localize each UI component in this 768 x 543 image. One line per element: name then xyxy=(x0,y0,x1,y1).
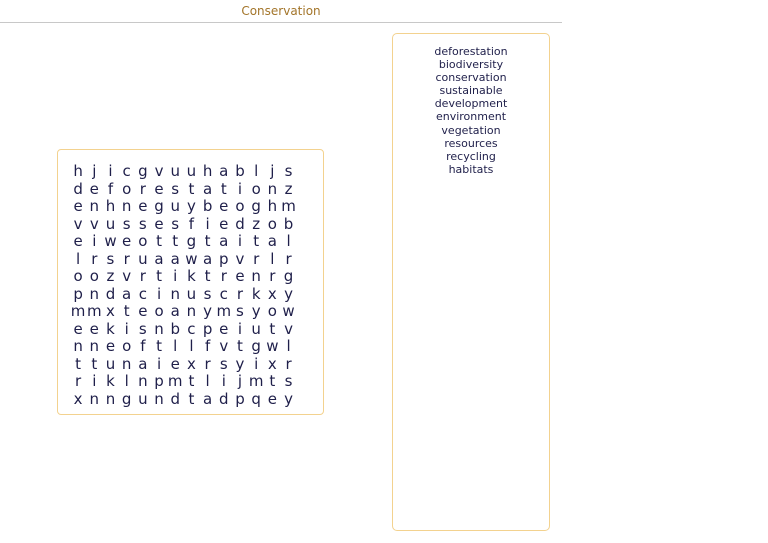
grid-letter[interactable]: u xyxy=(138,389,148,408)
word-list-item: recycling xyxy=(446,149,496,163)
grid-letter[interactable]: i xyxy=(173,267,178,285)
grid-letter[interactable]: i xyxy=(205,214,210,233)
grid-letter[interactable]: n xyxy=(186,302,197,320)
grid-letter[interactable]: u xyxy=(170,197,180,215)
grid-letter[interactable]: j xyxy=(237,372,243,390)
grid-letter[interactable]: i xyxy=(156,284,162,303)
grid-letter[interactable]: t xyxy=(204,232,211,250)
grid-letter[interactable]: d xyxy=(235,214,245,233)
grid-letter[interactable]: a xyxy=(138,354,148,373)
grid-letter[interactable]: j xyxy=(92,162,97,180)
grid-letter[interactable]: z xyxy=(252,214,261,233)
grid-letter[interactable]: o xyxy=(138,232,148,250)
grid-letter[interactable]: o xyxy=(267,214,277,233)
grid-letter[interactable]: p xyxy=(154,372,164,390)
grid-letter[interactable]: o xyxy=(89,267,99,285)
grid-letter[interactable]: m xyxy=(216,302,232,320)
grid-letter[interactable]: g xyxy=(283,267,294,285)
grid-letter[interactable]: w xyxy=(282,302,295,320)
grid-letter[interactable]: s xyxy=(219,354,228,373)
grid-letter[interactable]: p xyxy=(202,319,213,338)
grid-letter[interactable]: r xyxy=(285,354,292,373)
grid-letter[interactable]: m xyxy=(281,197,296,215)
grid-letter[interactable]: n xyxy=(138,372,148,390)
grid-letter[interactable]: s xyxy=(171,179,180,198)
grid-letter[interactable]: c xyxy=(219,284,228,303)
grid-letter[interactable]: a xyxy=(202,389,213,408)
grid-letter[interactable]: x xyxy=(267,284,277,303)
grid-letter[interactable]: x xyxy=(106,302,115,320)
grid-letter[interactable]: v xyxy=(235,249,245,268)
header-bar xyxy=(0,0,562,23)
grid-letter[interactable]: l xyxy=(189,337,194,355)
grid-letter[interactable]: n xyxy=(251,267,261,285)
grid-letter[interactable]: x xyxy=(73,389,83,408)
grid-row xyxy=(70,321,297,339)
grid-letter[interactable]: o xyxy=(267,302,277,320)
grid-letter[interactable]: e xyxy=(122,232,132,250)
letter-grid xyxy=(70,163,297,408)
grid-letter[interactable]: e xyxy=(219,197,229,215)
grid-letter[interactable]: g xyxy=(138,162,148,180)
grid-letter[interactable]: l xyxy=(254,162,259,180)
grid-letter[interactable]: n xyxy=(154,319,164,338)
grid-letter[interactable]: n xyxy=(73,337,83,355)
grid-letter[interactable]: t xyxy=(188,372,195,390)
grid-row xyxy=(70,181,297,199)
grid-letter[interactable]: b xyxy=(170,319,180,338)
grid-letter[interactable]: h xyxy=(105,197,116,215)
grid-letter[interactable]: s xyxy=(203,284,212,303)
word-list-panel xyxy=(392,33,550,531)
grid-letter[interactable]: k xyxy=(251,284,261,303)
grid-letter[interactable]: t xyxy=(188,389,195,408)
grid-letter[interactable]: v xyxy=(89,214,99,233)
grid-letter[interactable]: e xyxy=(73,319,83,338)
grid-letter[interactable]: t xyxy=(172,232,179,250)
grid-letter[interactable]: t xyxy=(156,267,162,285)
grid-letter[interactable]: r xyxy=(236,284,244,303)
grid-letter[interactable]: i xyxy=(124,319,129,338)
grid-letter[interactable]: w xyxy=(266,337,279,355)
grid-letter[interactable]: e xyxy=(105,337,116,355)
grid-letter[interactable]: y xyxy=(203,302,213,320)
grid-letter[interactable]: a xyxy=(122,284,132,303)
grid-row xyxy=(70,373,297,391)
grid-letter[interactable]: l xyxy=(76,249,81,268)
grid-letter[interactable]: i xyxy=(92,232,97,250)
grid-letter[interactable]: h xyxy=(73,162,83,180)
grid-letter[interactable]: e xyxy=(219,319,229,338)
word-list-item: resources xyxy=(444,136,498,150)
grid-letter[interactable]: b xyxy=(202,197,213,215)
grid-letter[interactable]: o xyxy=(122,179,132,198)
grid-letter[interactable]: t xyxy=(156,337,162,355)
grid-letter[interactable]: p xyxy=(73,284,83,303)
grid-letter[interactable]: a xyxy=(202,179,213,198)
grid-letter[interactable]: s xyxy=(106,249,115,268)
word-list-item: vegetation xyxy=(441,123,501,137)
grid-letter[interactable]: u xyxy=(105,214,116,233)
grid-letter[interactable]: e xyxy=(89,319,99,338)
grid-letter[interactable]: n xyxy=(170,284,180,303)
grid-letter[interactable]: a xyxy=(154,249,164,268)
grid-letter[interactable]: e xyxy=(267,389,277,408)
grid-letter[interactable]: v xyxy=(122,267,132,285)
grid-letter[interactable]: t xyxy=(188,179,195,198)
grid-letter[interactable]: y xyxy=(251,302,261,320)
grid-letter[interactable]: e xyxy=(89,179,99,198)
grid-letter[interactable]: s xyxy=(236,302,244,320)
grid-row xyxy=(70,268,297,286)
grid-row xyxy=(70,338,297,356)
grid-letter[interactable]: u xyxy=(251,319,261,338)
letter-grid-panel xyxy=(57,149,324,415)
grid-letter[interactable]: n xyxy=(89,284,100,303)
grid-letter[interactable]: u xyxy=(186,162,197,180)
grid-letter[interactable]: g xyxy=(121,389,132,408)
grid-letter[interactable]: s xyxy=(138,319,147,338)
grid-letter[interactable]: p xyxy=(235,389,245,408)
grid-letter[interactable]: r xyxy=(253,249,260,268)
grid-letter[interactable]: e xyxy=(219,214,229,233)
grid-letter[interactable]: v xyxy=(284,319,293,338)
grid-letter[interactable]: o xyxy=(154,302,164,320)
grid-letter[interactable]: n xyxy=(89,197,100,215)
word-list-item: deforestation xyxy=(434,45,508,58)
grid-letter[interactable]: y xyxy=(186,197,196,215)
grid-letter[interactable]: l xyxy=(270,249,275,268)
grid-letter[interactable]: n xyxy=(154,389,164,408)
grid-letter[interactable]: n xyxy=(121,354,132,373)
grid-letter[interactable]: c xyxy=(138,284,147,303)
grid-letter[interactable]: n xyxy=(89,389,100,408)
grid-letter[interactable]: w xyxy=(185,249,198,268)
grid-letter[interactable]: d xyxy=(170,389,180,408)
grid-letter[interactable]: n xyxy=(105,389,116,408)
grid-letter[interactable]: n xyxy=(121,197,132,215)
grid-letter[interactable]: f xyxy=(188,214,195,233)
grid-letter[interactable]: s xyxy=(171,214,180,233)
grid-letter[interactable]: d xyxy=(105,284,116,303)
grid-letter[interactable]: y xyxy=(284,389,293,408)
grid-letter[interactable]: u xyxy=(105,354,116,373)
grid-letter[interactable]: t xyxy=(269,372,276,390)
grid-letter[interactable]: c xyxy=(187,319,196,338)
grid-letter[interactable]: b xyxy=(235,162,245,180)
grid-letter[interactable]: p xyxy=(219,249,229,268)
grid-letter[interactable]: i xyxy=(237,179,243,198)
grid-letter[interactable]: v xyxy=(73,214,83,233)
grid-letter[interactable]: u xyxy=(138,249,148,268)
grid-letter[interactable]: t xyxy=(204,267,211,285)
grid-letter[interactable]: s xyxy=(138,214,147,233)
grid-letter[interactable]: d xyxy=(73,179,83,198)
word-list-item: environment xyxy=(435,110,507,124)
grid-letter[interactable]: a xyxy=(219,232,229,250)
grid-row xyxy=(70,216,297,234)
grid-letter[interactable]: t xyxy=(123,302,130,320)
grid-letter[interactable]: e xyxy=(170,354,180,373)
grid-letter[interactable]: g xyxy=(251,197,261,215)
grid-letter[interactable]: r xyxy=(220,267,227,285)
grid-letter[interactable]: a xyxy=(267,232,277,250)
grid-letter[interactable]: l xyxy=(173,337,178,355)
grid-row xyxy=(70,286,297,304)
grid-letter[interactable]: e xyxy=(154,214,164,233)
grid-letter[interactable]: h xyxy=(202,162,213,180)
grid-letter[interactable]: m xyxy=(70,302,86,320)
grid-letter[interactable]: g xyxy=(251,337,261,355)
grid-letter[interactable]: n xyxy=(89,337,100,355)
grid-letter[interactable]: e xyxy=(235,267,245,285)
grid-letter[interactable]: b xyxy=(283,214,294,233)
grid-letter[interactable]: o xyxy=(251,179,261,198)
grid-letter[interactable]: x xyxy=(186,354,196,373)
grid-letter[interactable]: s xyxy=(284,162,293,180)
grid-letter[interactable]: x xyxy=(267,354,277,373)
grid-letter[interactable]: l xyxy=(205,372,210,390)
grid-row xyxy=(70,303,297,321)
grid-letter[interactable]: i xyxy=(221,372,226,390)
grid-letter[interactable]: m xyxy=(86,302,102,320)
grid-letter[interactable]: k xyxy=(187,267,196,285)
grid-letter[interactable]: a xyxy=(170,249,180,268)
grid-letter[interactable]: e xyxy=(73,232,83,250)
grid-letter[interactable]: e xyxy=(138,197,148,215)
grid-letter[interactable]: n xyxy=(267,179,278,198)
grid-letter[interactable]: r xyxy=(285,249,292,268)
grid-letter[interactable]: y xyxy=(235,354,245,373)
grid-letter[interactable]: r xyxy=(123,249,130,268)
grid-letter[interactable]: c xyxy=(122,162,131,180)
grid-letter[interactable]: s xyxy=(122,214,131,233)
grid-letter[interactable]: u xyxy=(186,284,197,303)
grid-letter[interactable]: f xyxy=(140,337,146,355)
grid-letter[interactable]: t xyxy=(156,232,162,250)
word-list-item: biodiversity xyxy=(438,58,504,72)
grid-letter[interactable]: t xyxy=(91,354,98,373)
grid-letter[interactable]: h xyxy=(267,197,278,215)
grid-letter[interactable]: t xyxy=(220,179,227,198)
grid-letter[interactable]: z xyxy=(106,267,115,285)
grid-letter[interactable]: t xyxy=(253,232,260,250)
word-list-item: sustainable xyxy=(439,84,503,98)
grid-letter[interactable]: r xyxy=(139,179,146,198)
grid-row xyxy=(70,198,297,216)
word-list-item: development xyxy=(434,97,508,111)
grid-letter[interactable]: e xyxy=(154,179,164,198)
grid-letter[interactable]: t xyxy=(237,337,243,355)
word-list-item: conservation xyxy=(435,71,507,85)
grid-letter[interactable]: g xyxy=(154,197,164,215)
grid-letter[interactable]: y xyxy=(284,284,293,303)
grid-letter[interactable]: o xyxy=(235,197,245,215)
grid-letter[interactable]: r xyxy=(75,372,82,390)
grid-letter[interactable]: m xyxy=(167,372,183,390)
grid-letter[interactable]: a xyxy=(202,249,213,268)
grid-letter[interactable]: v xyxy=(154,162,164,180)
page-title: Conservation xyxy=(241,4,321,18)
grid-letter[interactable]: o xyxy=(73,267,83,285)
grid-letter[interactable]: r xyxy=(269,267,276,285)
grid-letter[interactable]: m xyxy=(248,372,264,390)
grid-letter[interactable]: w xyxy=(104,232,117,250)
grid-letter[interactable]: e xyxy=(73,197,83,215)
grid-row xyxy=(70,391,297,409)
grid-letter[interactable]: z xyxy=(284,179,293,198)
grid-letter[interactable]: q xyxy=(251,389,261,408)
grid-letter[interactable]: s xyxy=(284,372,293,390)
grid-letter[interactable]: t xyxy=(269,319,276,338)
grid-letter[interactable]: a xyxy=(170,302,180,320)
grid-letter[interactable]: i xyxy=(254,354,259,373)
word-list-item: habitats xyxy=(448,162,494,176)
grid-letter[interactable]: r xyxy=(139,267,146,285)
grid-letter[interactable]: u xyxy=(170,162,180,180)
grid-letter[interactable]: o xyxy=(122,337,132,355)
word-list xyxy=(393,45,549,176)
grid-letter[interactable]: l xyxy=(286,232,291,250)
grid-row xyxy=(70,356,297,374)
grid-letter[interactable]: d xyxy=(219,389,229,408)
grid-letter[interactable]: f xyxy=(204,337,211,355)
grid-letter[interactable]: g xyxy=(186,232,197,250)
grid-letter[interactable]: f xyxy=(107,179,114,198)
grid-letter[interactable]: l xyxy=(286,337,291,355)
grid-letter[interactable]: t xyxy=(75,354,82,373)
grid-letter[interactable]: e xyxy=(138,302,148,320)
grid-letter[interactable]: r xyxy=(91,249,98,268)
grid-letter[interactable]: k xyxy=(106,372,115,390)
grid-letter[interactable]: j xyxy=(270,162,275,180)
grid-letter[interactable]: l xyxy=(124,372,129,390)
grid-letter[interactable]: r xyxy=(204,354,211,373)
grid-letter[interactable]: k xyxy=(106,319,115,338)
grid-letter[interactable]: a xyxy=(219,162,229,180)
grid-letter[interactable]: i xyxy=(237,232,243,250)
grid-letter[interactable]: i xyxy=(108,162,113,180)
grid-letter[interactable]: i xyxy=(92,372,97,390)
grid-row xyxy=(70,233,297,251)
grid-row xyxy=(70,163,297,181)
grid-row xyxy=(70,251,297,269)
grid-letter[interactable]: i xyxy=(156,354,162,373)
grid-letter[interactable]: i xyxy=(237,319,243,338)
grid-letter[interactable]: v xyxy=(219,337,229,355)
